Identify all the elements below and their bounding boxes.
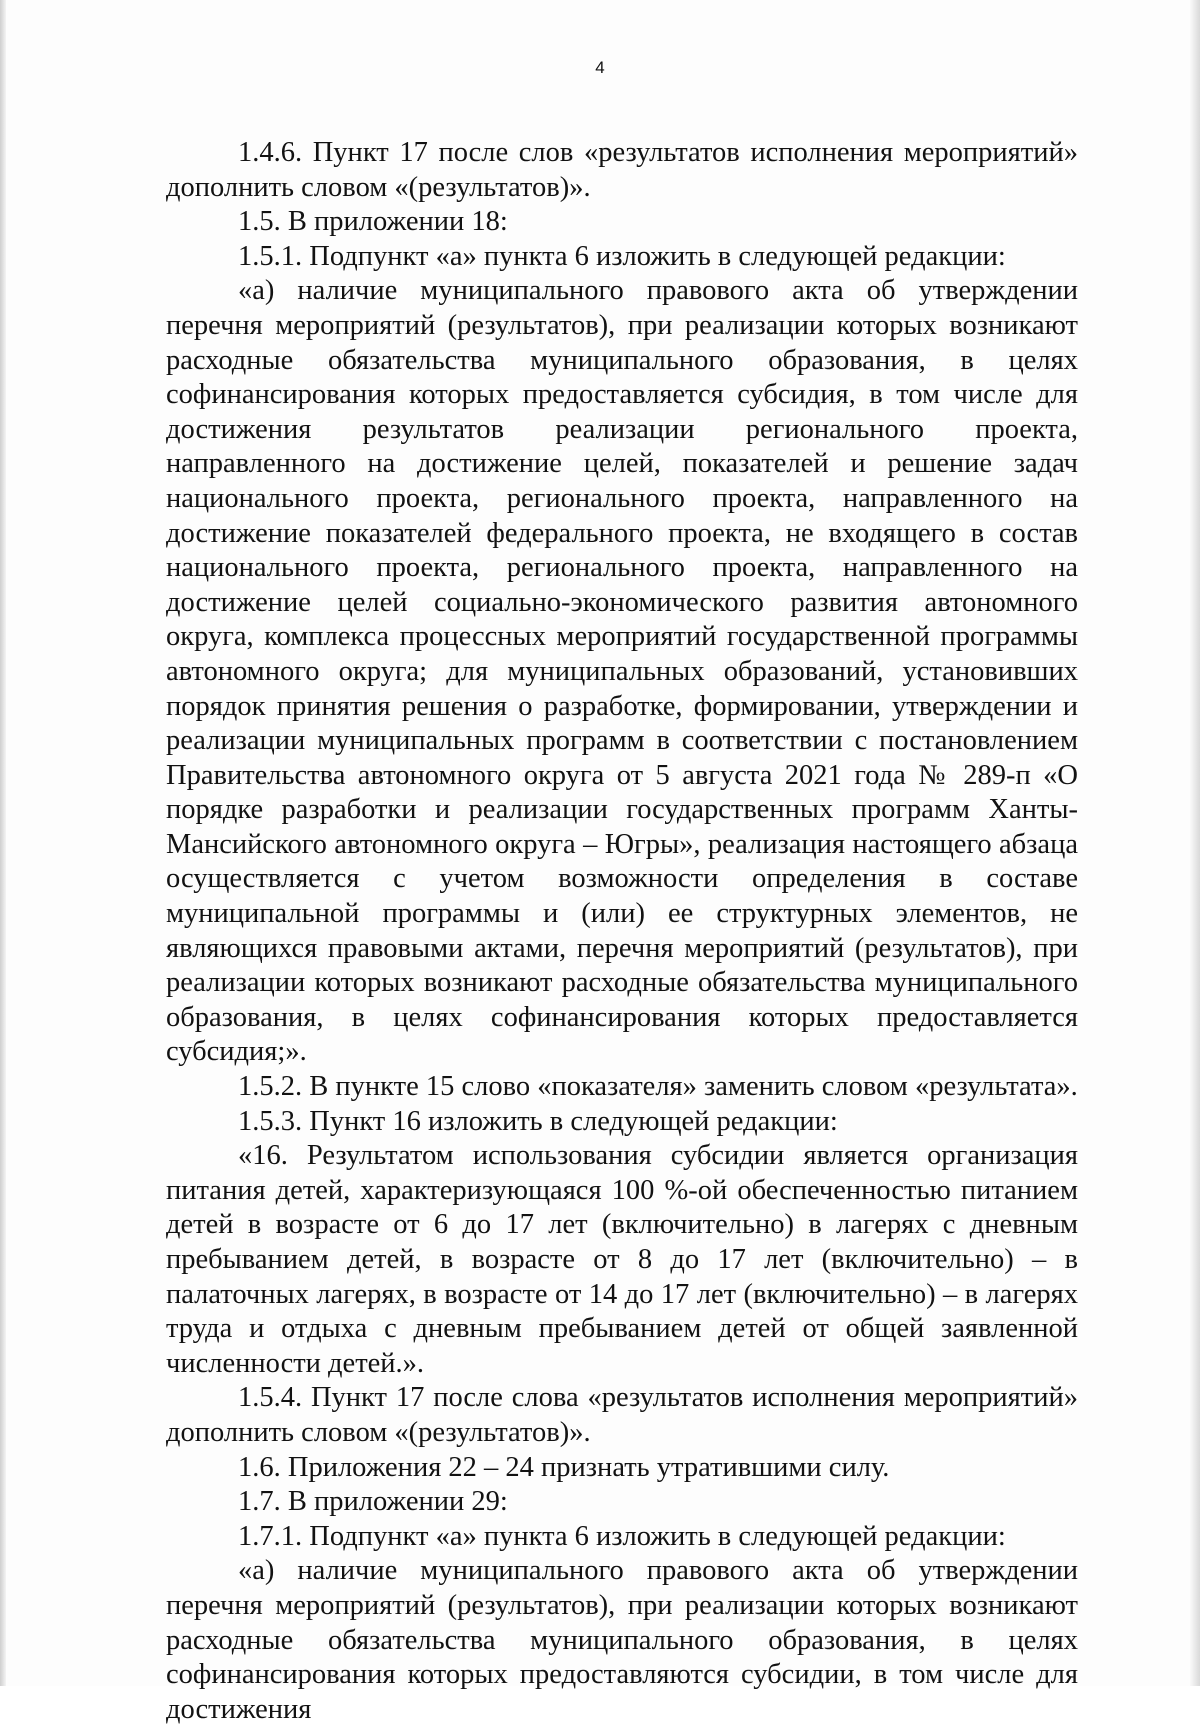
- paragraph-1-5: 1.5. В приложении 18:: [238, 206, 508, 238]
- paragraph-1-5-2: 1.5.2. В пункте 15 слово «показателя» заменить словом «результата».: [238, 1071, 1078, 1103]
- paragraph-1-7-1: 1.7.1. Подпункт «а» пункта 6 изложить в следующей редакции:: [238, 1520, 1006, 1552]
- scan-edge-left: [0, 0, 6, 1686]
- paragraph-subpoint-a-appendix-18: «а) наличие муниципального правового акта об утверждении перечня мероприятий (результатов), при реализации которых возникают расходные обязательства муниципального образования, в целях софинансирования которых предоставляется субсидия, в том числе для достижения результатов реализации регионального проекта, направленного на достижение целей, показателей и решение задач национального проекта, регионального проекта, направленного на достижение показателей федерального проекта, не входящего в состав национального проекта, регионального проекта, направленного на достижение целей социально-экономического развития автономного округа, комплекса процессных мероприятий государственной программы автономного округа; для муниципальных образований, установивших порядок принятия решения о разработке, формировании, утверждении и реализации муниципальных программ в соответствии с постановлением Правительства автономного округа от 5 августа 2021 года № 289-п «О порядке разработки и реализации государственных программ Ханты-Мансийского автономного округа – Югры», реализация настоящего абзаца осуществляется с учетом возможности определения в составе муниципальной программы и (или) ее структурных элементов, не являющихся правовыми актами, перечня мероприятий (результатов), при реализации которых возникают расходные обязательства муниципального образования, в целях софинансирования которых предоставляется субсидия;».: [166, 275, 1078, 1068]
- scan-edge-right: [1190, 0, 1200, 1686]
- paragraph-1-5-1: 1.5.1. Подпункт «а» пункта 6 изложить в следующей редакции:: [238, 240, 1006, 272]
- paragraph-1-4-6: 1.4.6. Пункт 17 после слов «результатов исполнения мероприятий» дополнить словом «(результатов)».: [166, 137, 1078, 203]
- paragraph-1-6: 1.6. Приложения 22 – 24 признать утратившими силу.: [238, 1451, 890, 1483]
- paragraph-1-7: 1.7. В приложении 29:: [238, 1486, 508, 1518]
- paragraph-point-16: «16. Результатом использования субсидии является организация питания детей, характеризующаяся 100 %-ой обеспеченностью питанием детей в возрасте от 6 до 17 лет (включительно) в лагерях с дневным пребыванием детей, в возрасте от 8 до 17 лет (включительно) – в палаточных лагерях, в возрасте от 14 до 17 лет (включительно) – в лагерях труда и отдыха с дневным пребыванием детей от общей заявленной численности детей.».: [166, 1140, 1078, 1379]
- document-body: [166, 136, 1078, 1727]
- paragraph-subpoint-a-appendix-29: «а) наличие муниципального правового акта об утверждении перечня мероприятий (результатов), при реализации которых возникают расходные обязательства муниципального образования, в целях софинансирования которых предоставляются субсидии, в том числе для достижения: [166, 1555, 1078, 1725]
- page-number: 4: [595, 58, 605, 77]
- paragraph-1-5-3: 1.5.3. Пункт 16 изложить в следующей редакции:: [238, 1105, 838, 1137]
- paragraph-1-5-4: 1.5.4. Пункт 17 после слова «результатов исполнения мероприятий» дополнить словом «(результатов)».: [166, 1382, 1078, 1448]
